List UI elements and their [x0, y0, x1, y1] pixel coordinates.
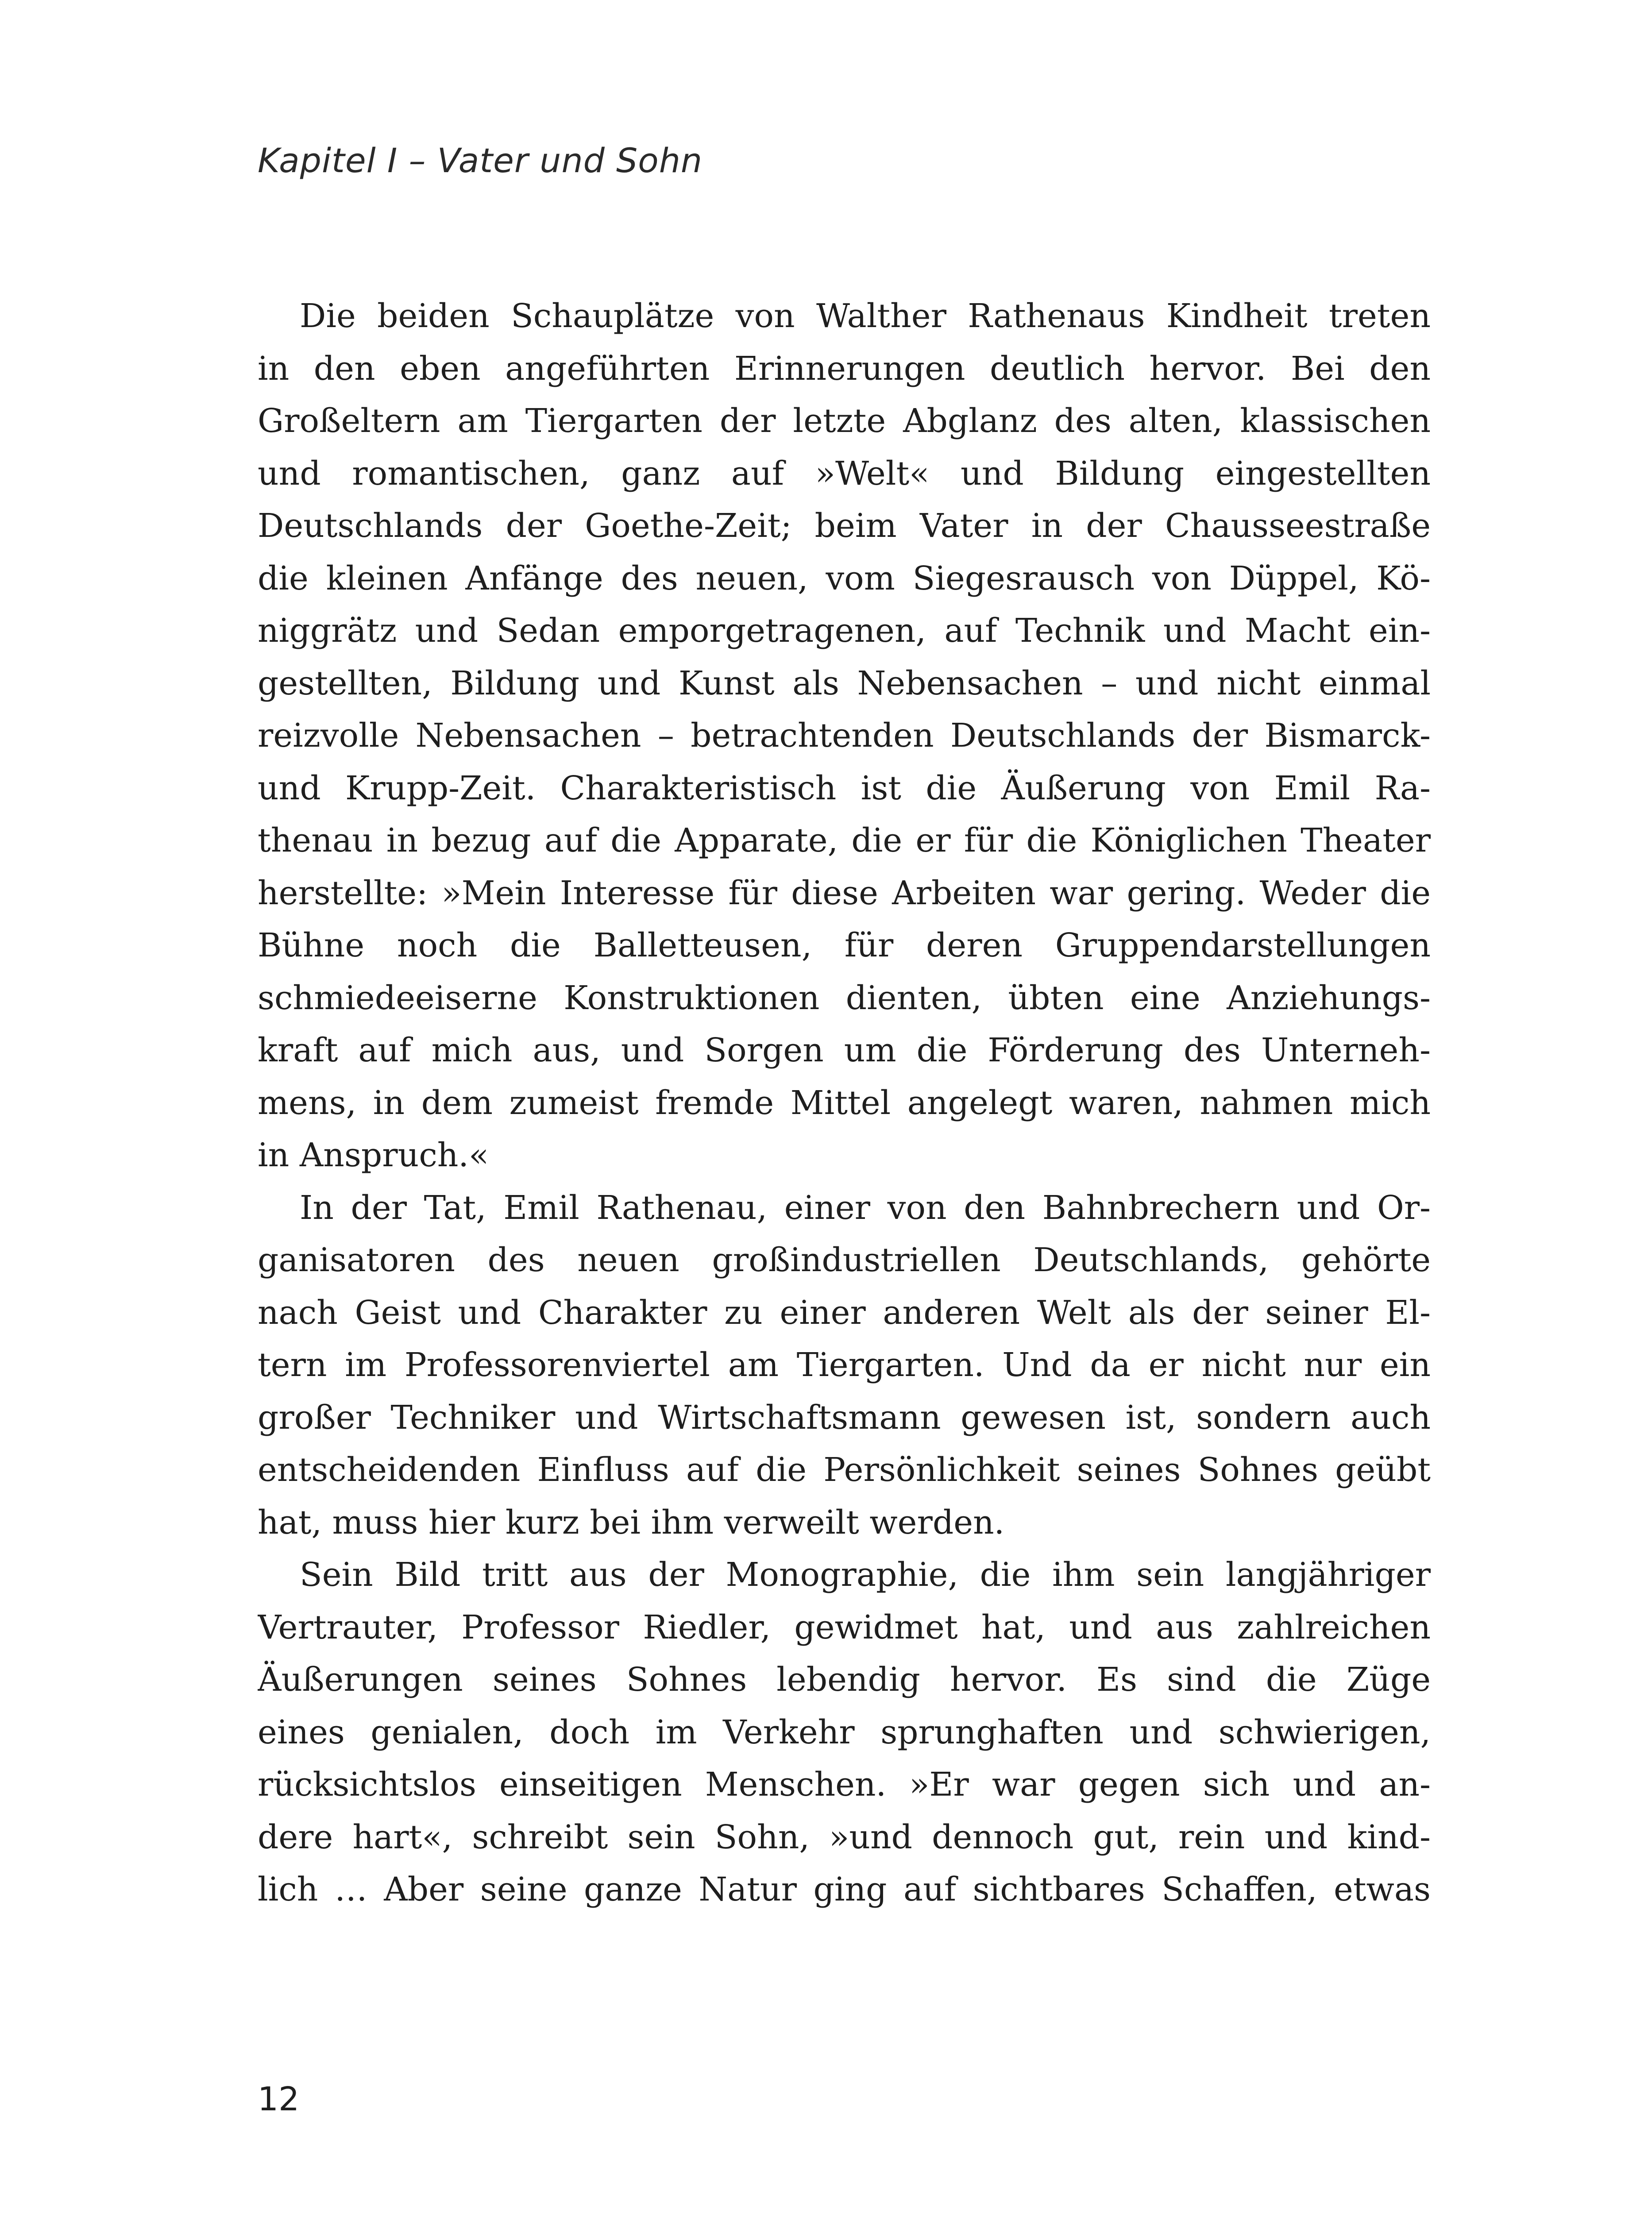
text-line: Großeltern am Tiergarten der letzte Abglanz des alten, klassischen: [258, 402, 1431, 440]
text-line: ganisatoren des neuen großindustriellen Deutschlands, gehörte: [258, 1241, 1431, 1279]
text-line: Äußerungen seines Sohnes lebendig hervor. Es sind die Züge: [258, 1661, 1431, 1699]
text-line: reizvolle Nebensachen – betrachtenden Deutschlands der Bismarck-: [258, 717, 1431, 755]
running-head: Kapitel I – Vater und Sohn: [258, 141, 703, 180]
paragraph-3: [258, 1549, 1431, 1916]
text-line: In der Tat, Emil Rathenau, einer von den Bahnbrechern und Or-: [300, 1188, 1431, 1227]
text-line: kraft auf mich aus, und Sorgen um die Förderung des Unterneh-: [258, 1031, 1431, 1069]
text-line: lich … Aber seine ganze Natur ging auf sichtbares Schaffen, etwas: [258, 1870, 1431, 1908]
text-line: dere hart«, schreibt sein Sohn, »und dennoch gut, rein und kind-: [258, 1818, 1431, 1856]
text-line: niggrätz und Sedan emporgetragenen, auf Technik und Macht ein-: [258, 612, 1431, 650]
text-line: eines genialen, doch im Verkehr sprunghaften und schwierigen,: [258, 1713, 1431, 1751]
text-line: und Krupp-Zeit. Charakteristisch ist die Äußerung von Emil Ra-: [258, 769, 1431, 807]
text-line: Die beiden Schauplätze von Walther Rathenaus Kindheit treten: [300, 297, 1431, 335]
text-line: herstellte: »Mein Interesse für diese Arbeiten war gering. Weder die: [258, 874, 1431, 912]
text-line: tern im Professorenviertel am Tiergarten. Und da er nicht nur ein: [258, 1346, 1431, 1384]
body-text: [258, 290, 1431, 1916]
text-line: Sein Bild tritt aus der Monographie, die ihm sein langjähriger: [300, 1556, 1431, 1594]
text-line: und romantischen, ganz auf »Welt« und Bildung eingestellten: [258, 454, 1431, 493]
text-line: gestellten, Bildung und Kunst als Nebensachen – und nicht einmal: [258, 664, 1431, 702]
text-line: hat, muss hier kurz bei ihm verweilt werden.: [258, 1503, 1005, 1542]
text-line: entscheidenden Einfluss auf die Persönlichkeit seines Sohnes geübt: [258, 1451, 1431, 1489]
text-line: schmiedeeiserne Konstruktionen dienten, übten eine Anziehungs-: [258, 979, 1431, 1017]
text-line: die kleinen Anfänge des neuen, vom Siegesrausch von Düppel, Kö-: [258, 559, 1431, 598]
text-line: thenau in bezug auf die Apparate, die er für die Königlichen Theater: [258, 821, 1431, 860]
paragraph-1: [258, 290, 1431, 1182]
text-line: in den eben angeführten Erinnerungen deutlich hervor. Bei den: [258, 349, 1431, 388]
text-line: in Anspruch.«: [258, 1136, 489, 1174]
text-line: Vertrauter, Professor Riedler, gewidmet hat, und aus zahlreichen: [258, 1608, 1431, 1646]
text-line: mens, in dem zumeist fremde Mittel angelegt waren, nahmen mich: [258, 1083, 1431, 1122]
page-number: 12: [258, 2080, 300, 2118]
text-line: großer Techniker und Wirtschaftsmann gewesen ist, sondern auch: [258, 1398, 1431, 1437]
text-line: nach Geist und Charakter zu einer anderen Welt als der seiner El-: [258, 1293, 1431, 1332]
text-line: Bühne noch die Balletteusen, für deren Gruppendarstellungen: [258, 926, 1431, 964]
text-line: rücksichtslos einseitigen Menschen. »Er war gegen sich und an-: [258, 1766, 1431, 1804]
text-line: Deutschlands der Goethe-Zeit; beim Vater in der Chausseestraße: [258, 507, 1431, 545]
paragraph-2: [258, 1182, 1431, 1549]
